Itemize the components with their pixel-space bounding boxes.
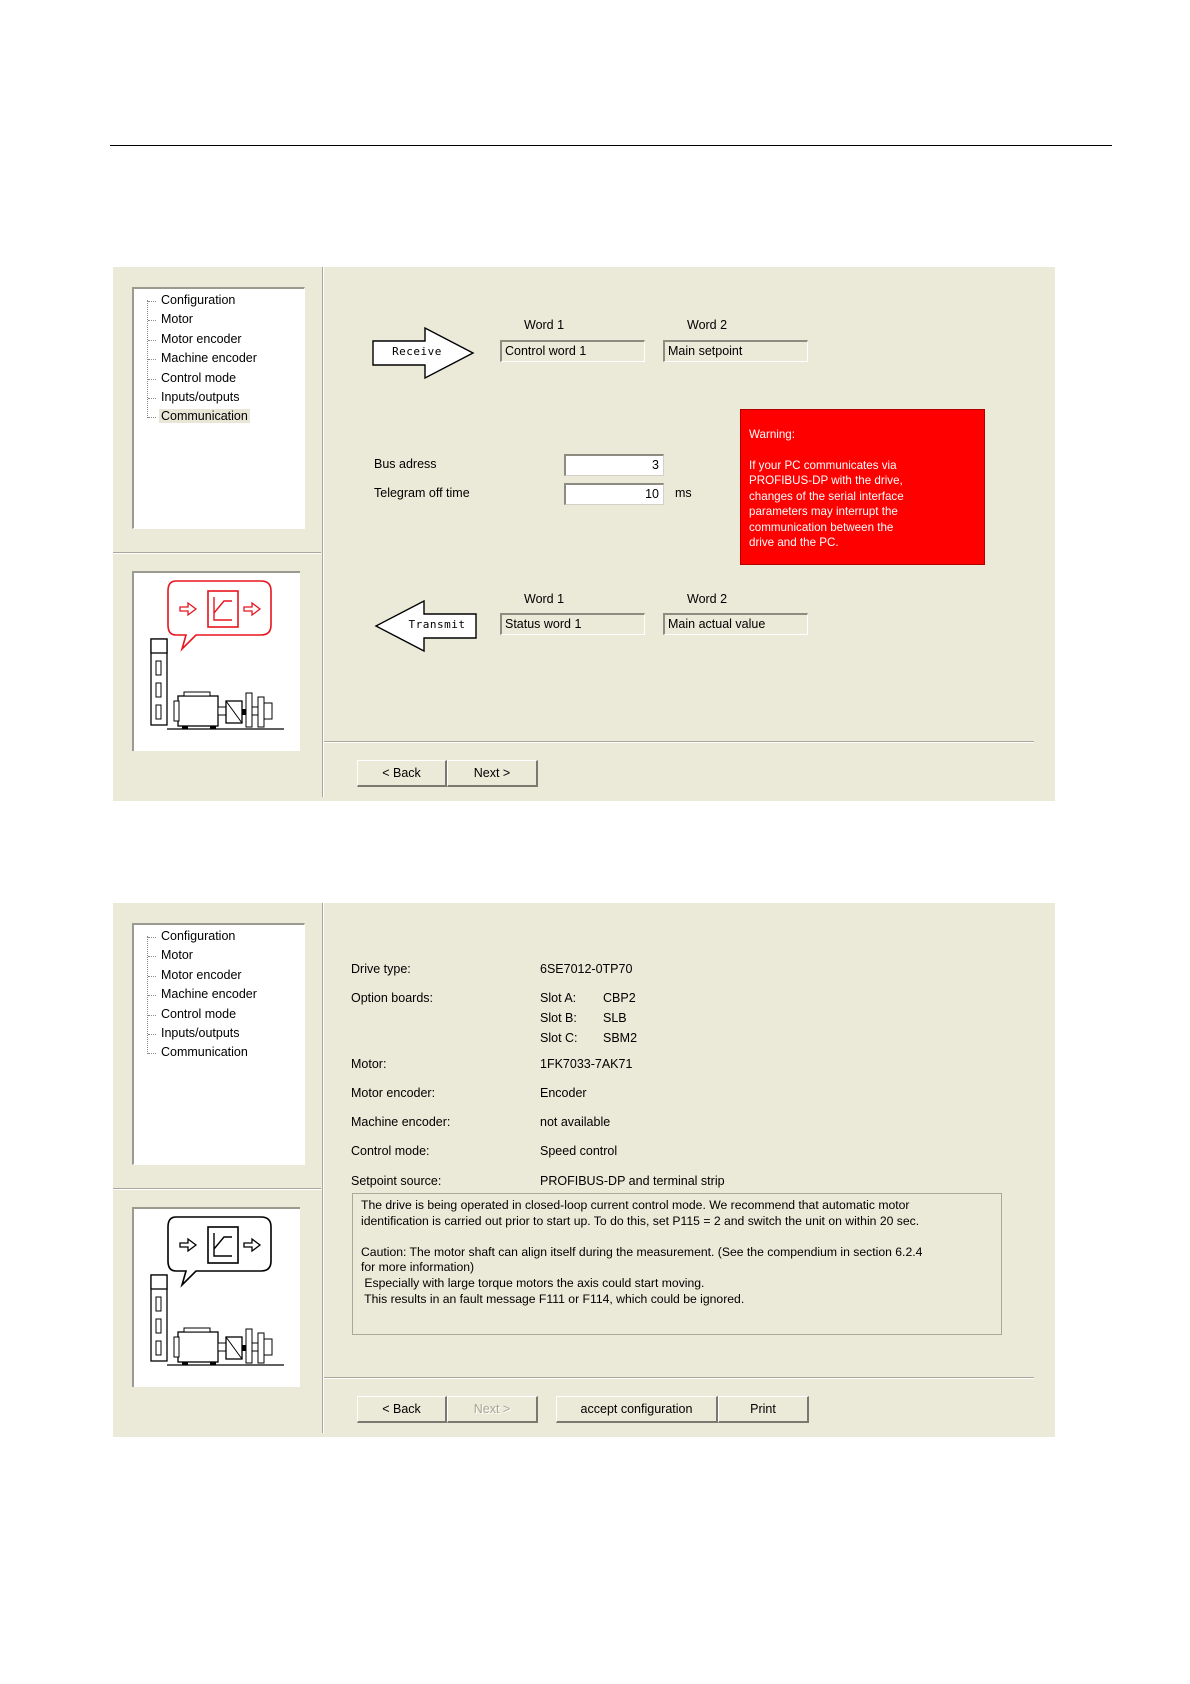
summary-dialog bbox=[113, 903, 1055, 1437]
transmit-word2-header: Word 2 bbox=[687, 592, 728, 606]
footer-separator-highlight bbox=[324, 1378, 1034, 1379]
footer-separator-highlight bbox=[324, 742, 1034, 743]
control-mode-value: Speed control bbox=[540, 1144, 618, 1158]
tree-item-label: Motor bbox=[161, 948, 193, 963]
message-line: identification is carried out prior to start up. To do this, set P115 = 2 and switch the unit on within 20 sec. bbox=[361, 1213, 920, 1228]
accept-configuration-button[interactable]: accept configuration bbox=[556, 1396, 718, 1423]
tree-item-motor[interactable] bbox=[134, 310, 304, 329]
tree-item-machine-encoder[interactable] bbox=[134, 349, 304, 368]
telegram-off-time-label: Telegram off time bbox=[374, 486, 470, 500]
message-line: for more information) bbox=[361, 1260, 475, 1275]
bus-address-input[interactable]: 3 bbox=[564, 454, 664, 476]
left-pane-divider-highlight bbox=[323, 267, 324, 797]
tree-item-label: Motor encoder bbox=[161, 967, 242, 982]
warning-title: Warning: bbox=[749, 428, 795, 441]
message-line: This results in an fault message F111 or F114, which could be ignored. bbox=[361, 1291, 745, 1306]
tree-item-label: Machine encoder bbox=[161, 987, 257, 1002]
back-button[interactable]: < Back bbox=[357, 760, 447, 787]
warning-line: communication between the bbox=[749, 520, 894, 534]
setpoint-source-label: Setpoint source: bbox=[351, 1174, 442, 1188]
slot-a-label: Slot A: bbox=[540, 991, 577, 1005]
next-button[interactable]: Next > bbox=[447, 760, 538, 787]
tree-item-inputs-outputs[interactable] bbox=[134, 388, 304, 407]
receive-word1-header: Word 1 bbox=[524, 318, 565, 332]
transmit-word2-field[interactable]: Main actual value bbox=[663, 613, 808, 635]
machine-encoder-value: not available bbox=[540, 1115, 611, 1129]
tree-item-label: Machine encoder bbox=[161, 351, 257, 366]
back-button[interactable]: < Back bbox=[357, 1396, 447, 1423]
tree-item-motor[interactable] bbox=[134, 946, 304, 965]
tree-item-label: Control mode bbox=[161, 370, 237, 385]
left-pane-divider-highlight bbox=[323, 903, 324, 1433]
tree-item-label: Inputs/outputs bbox=[161, 389, 240, 404]
slot-c-value: SBM2 bbox=[603, 1031, 638, 1045]
drive-type-label: Drive type: bbox=[351, 962, 411, 976]
motor-encoder-label: Motor encoder: bbox=[351, 1086, 436, 1100]
message-line: Caution: The motor shaft can align itself during the measurement. (See the compendium in section 6.2.4 bbox=[361, 1244, 923, 1259]
machine-encoder-label: Machine encoder: bbox=[351, 1115, 451, 1129]
drive-type-value: 6SE7012-0TP70 bbox=[540, 962, 633, 976]
control-mode-label: Control mode: bbox=[351, 1144, 430, 1158]
slot-b-label: Slot B: bbox=[540, 1011, 577, 1025]
tree-item-machine-encoder[interactable] bbox=[134, 985, 304, 1004]
setpoint-source-value: PROFIBUS-DP and terminal strip bbox=[540, 1174, 725, 1188]
tree-item-label: Control mode bbox=[161, 1006, 237, 1021]
tree-item-control-mode[interactable] bbox=[134, 369, 304, 388]
message-line: Especially with large torque motors the axis could start moving. bbox=[361, 1275, 705, 1290]
warning-line: changes of the serial interface bbox=[749, 489, 904, 503]
transmit-arrow bbox=[373, 599, 478, 658]
next-button-disabled: Next > bbox=[447, 1396, 538, 1423]
slot-a-value: CBP2 bbox=[603, 991, 636, 1005]
navigation-tree bbox=[132, 287, 305, 529]
navigation-tree bbox=[132, 923, 305, 1165]
tree-item-communication[interactable] bbox=[134, 407, 304, 426]
communication-dialog bbox=[113, 267, 1055, 801]
left-pane-hsep-highlight bbox=[113, 553, 321, 554]
transmit-word1-field[interactable]: Status word 1 bbox=[500, 613, 645, 635]
tree-item-label: Inputs/outputs bbox=[161, 1025, 240, 1040]
warning-box bbox=[740, 409, 985, 565]
tree-item-inputs-outputs[interactable] bbox=[134, 1024, 304, 1043]
receive-arrow bbox=[371, 326, 476, 385]
warning-line: drive and the PC. bbox=[749, 536, 839, 549]
left-pane-hsep-highlight bbox=[113, 1189, 321, 1190]
receive-label: Receive bbox=[392, 345, 442, 358]
motor-encoder-value: Encoder bbox=[540, 1086, 587, 1100]
option-boards-label: Option boards: bbox=[351, 991, 433, 1005]
tree-item-motor-encoder[interactable] bbox=[134, 966, 304, 985]
tree-item-configuration[interactable] bbox=[134, 927, 304, 946]
bus-address-label: Bus adress bbox=[374, 457, 437, 471]
warning-line: If your PC communicates via bbox=[749, 458, 897, 472]
drive-illustration-red bbox=[132, 571, 300, 751]
tree-item-communication[interactable] bbox=[134, 1043, 304, 1062]
tree-item-label: Motor encoder bbox=[161, 331, 242, 346]
warning-line: parameters may interrupt the bbox=[749, 505, 898, 518]
receive-word2-field[interactable]: Main setpoint bbox=[663, 340, 808, 362]
page-header-rule bbox=[110, 145, 1112, 146]
tree-item-motor-encoder[interactable] bbox=[134, 330, 304, 349]
slot-c-label: Slot C: bbox=[540, 1031, 578, 1045]
motor-value: 1FK7033-7AK71 bbox=[540, 1057, 633, 1071]
tree-item-label: Configuration bbox=[161, 293, 236, 307]
tree-item-label: Motor bbox=[161, 312, 193, 327]
print-button[interactable]: Print bbox=[718, 1396, 809, 1423]
transmit-word1-header: Word 1 bbox=[524, 592, 565, 606]
drive-illustration bbox=[132, 1207, 300, 1387]
transmit-label: Transmit bbox=[408, 618, 466, 631]
message-line: The drive is being operated in closed-loop current control mode. We recommend that automatic motor bbox=[361, 1198, 910, 1212]
receive-word1-field[interactable]: Control word 1 bbox=[500, 340, 645, 362]
warning-line: PROFIBUS-DP with the drive, bbox=[749, 474, 903, 487]
receive-word2-header: Word 2 bbox=[687, 318, 728, 332]
tree-item-label: Communication bbox=[161, 1045, 248, 1060]
tree-item-configuration[interactable] bbox=[134, 291, 304, 310]
motor-label: Motor: bbox=[351, 1057, 387, 1071]
slot-b-value: SLB bbox=[603, 1011, 627, 1025]
tree-item-label: Communication bbox=[161, 409, 248, 424]
tree-item-label: Configuration bbox=[161, 929, 236, 943]
telegram-off-time-input[interactable]: 10 bbox=[564, 483, 664, 505]
info-message-box bbox=[352, 1193, 1002, 1335]
telegram-off-time-unit: ms bbox=[675, 486, 692, 500]
tree-item-control-mode[interactable] bbox=[134, 1005, 304, 1024]
